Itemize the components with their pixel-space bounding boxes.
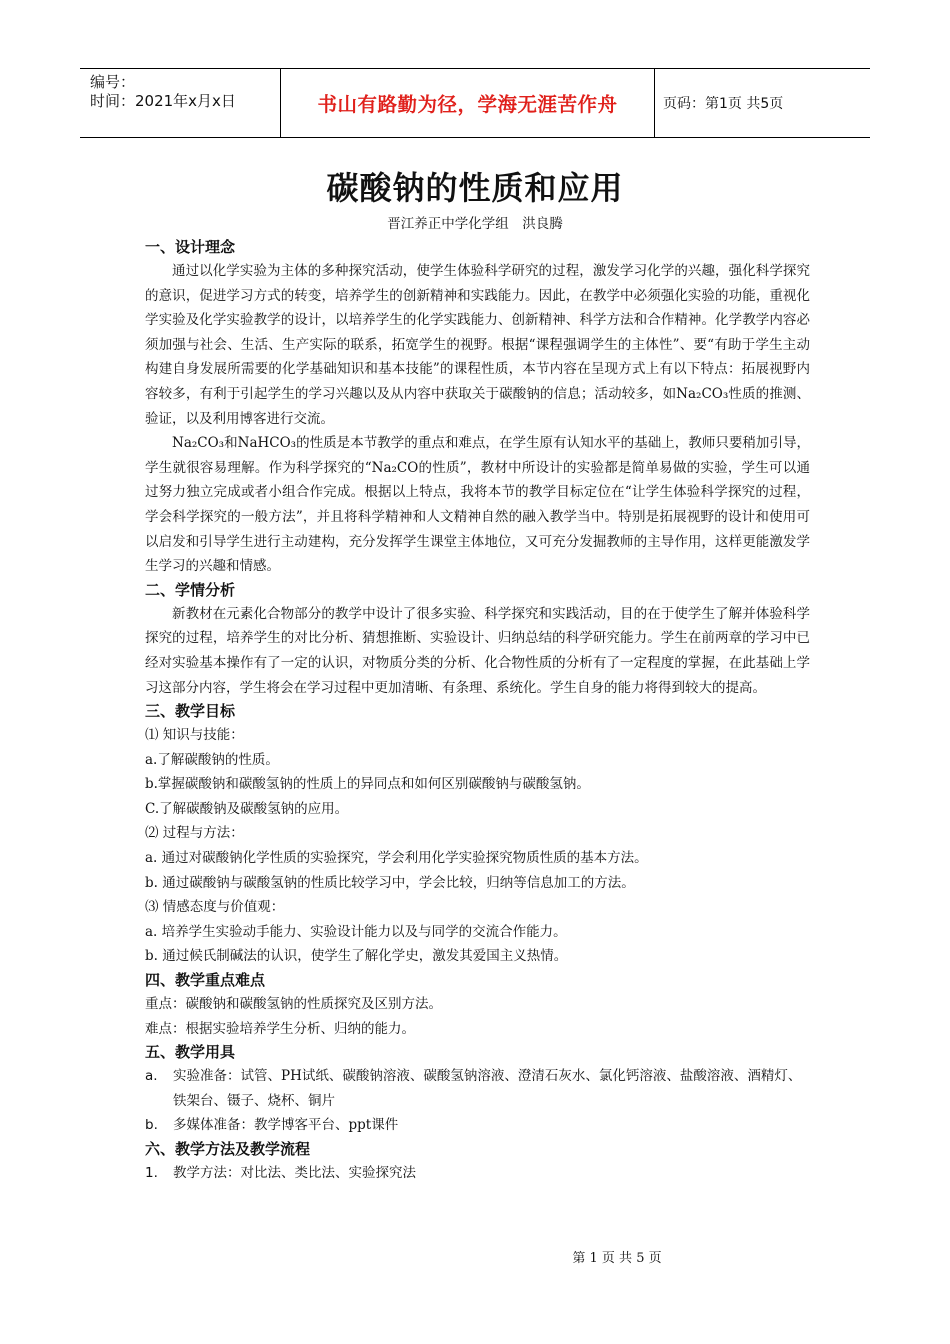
objective-line: b. 通过候氏制碱法的认识，使学生了解化学史，激发其爱国主义热情。 xyxy=(145,948,568,965)
list-item xyxy=(145,1113,810,1138)
page-footer xyxy=(0,1247,950,1266)
objective-line: ⑴ 知识与技能： xyxy=(145,727,244,744)
section-heading: 四、教学重点难点 xyxy=(145,971,266,990)
list-marker: b. xyxy=(145,1117,158,1134)
paragraph: 通过以化学实验为主体的多种探究活动，使学生体验科学研究的过程，激发学习化学的兴趣，强化科学探究的意识，促进学习方式的转变，培养学生的创新精神和实践能力。因此，在教学中必须强化实验的功能，重视化学实验及化学实验教学的设计，以培养学生的化学实践能力、创新精神、科学方法和合作精神。化学教学内容必须加强与社会、生活、生产实际的联系，拓宽学生的视野。根据“课程强调学生的主体性”、要“有助于学生主动构建自身发展所需要的化学基础知识和基本技能”的课程性质，本节内容在呈现方式上有以下特点：拓展视野内容较多，有利于引起学生的学习兴趣以及从内容中获取关于碳酸钠的信息；活动较多，如Na₂CO₃性质的推测、验证，以及利用博客进行交流。 xyxy=(145,263,810,427)
objective-line: a. 培养学生实验动手能力、实验设计能力以及与同学的交流合作能力。 xyxy=(145,923,567,940)
objective-line: a.了解碳酸钠的性质。 xyxy=(145,751,279,768)
time-label: 时间：2021年x月x日 xyxy=(90,92,236,110)
focus-line: 重点：碳酸钠和碳酸氢钠的性质探究及区别方法。 xyxy=(145,996,442,1013)
section-heading: 一、设计理念 xyxy=(145,238,236,256)
objective-line: b. 通过碳酸钠与碳酸氢钠的性质比较学习中，学会比较，归纳等信息加工的方法。 xyxy=(145,874,635,891)
document-author: 晋江养正中学化学组 洪良腾 xyxy=(387,216,563,232)
document-title: 碳酸钠的性质和应用 xyxy=(326,169,624,207)
focus-line: 难点：根据实验培养学生分析、归纳的能力。 xyxy=(145,1020,415,1037)
objective-line: C.了解碳酸钠及碳酸氢钠的应用。 xyxy=(145,800,349,817)
list-text: 教学方法：对比法、类比法、实验探究法 xyxy=(173,1165,416,1181)
document-body xyxy=(145,236,810,1186)
header-page-info: 页码：第1页 共5页 xyxy=(663,96,784,112)
objective-line: a. 通过对碳酸钠化学性质的实验探究，学会利用化学实验探究物质性质的基本方法。 xyxy=(145,850,648,867)
header-table xyxy=(80,68,870,138)
number-label: 编号： xyxy=(90,73,136,91)
objective-line: ⑵ 过程与方法： xyxy=(145,825,244,842)
list-marker: a. xyxy=(145,1068,158,1085)
header-motto: 书山有路勤为径，学海无涯苦作舟 xyxy=(280,69,655,137)
section-heading: 三、教学目标 xyxy=(145,702,236,721)
footer-page-number: 第 1 页 共 5 页 xyxy=(572,1251,662,1266)
section-heading: 五、教学用具 xyxy=(145,1043,236,1062)
list-item xyxy=(145,1161,810,1186)
list-marker: 1. xyxy=(145,1165,158,1181)
paragraph: 新教材在元素化合物部分的教学中设计了很多实验、科学探究和实践活动，目的在于使学生了解并体验科学探究的过程，培养学生的对比分析、猜想推断、实验设计、归纳总结的科学研究能力。学生在前两章的学习中已经对实验基本操作有了一定的认识，对物质分类的分析、化合物性质的分析有了一定程度的掌握，在此基础上学习这部分内容，学生将会在学习过程中更加清晰、有条理、系统化。学生自身的能力将得到较大的提高。 xyxy=(145,605,810,696)
objective-line: ⑶ 情感态度与价值观： xyxy=(145,899,285,916)
paragraph: Na₂CO₃和NaHCO₃的性质是本节教学的重点和难点，在学生原有认知水平的基础上，教师只要稍加引导，学生就很容易理解。作为科学探究的“Na₂CO的性质”，教材中所设计的实验都是简单易做的实验，学生可以通过努力独立完成或者小组合作完成。根据以上特点，我将本节的教学目标定位在“让学生体验科学探究的过程，学会科学探究的一般方法”，并且将科学精神和人文精神自然的融入教学当中。特别是拓展视野的设计和使用可以启发和引导学生进行主动建构，充分发挥学生课堂主体地位，又可充分发掘教师的主导作用，这样更能激发学生学习的兴趣和情感。 xyxy=(145,435,810,575)
list-text: 多媒体准备：教学博客平台、ppt课件 xyxy=(173,1117,399,1134)
section-heading: 六、教学方法及教学流程 xyxy=(145,1140,311,1158)
header-meta xyxy=(80,69,280,137)
list-item xyxy=(145,1064,810,1113)
objective-line: b.掌握碳酸钠和碳酸氢钠的性质上的异同点和如何区别碳酸钠与碳酸氢钠。 xyxy=(145,776,590,793)
list-text: 实验准备：试管、PH试纸、碳酸钠溶液、碳酸氢钠溶液、澄清石灰水、氯化钙溶液、盐酸溶液、酒精灯、铁架台、镊子、烧杯、铜片 xyxy=(173,1068,802,1109)
section-heading: 二、学情分析 xyxy=(145,580,236,599)
